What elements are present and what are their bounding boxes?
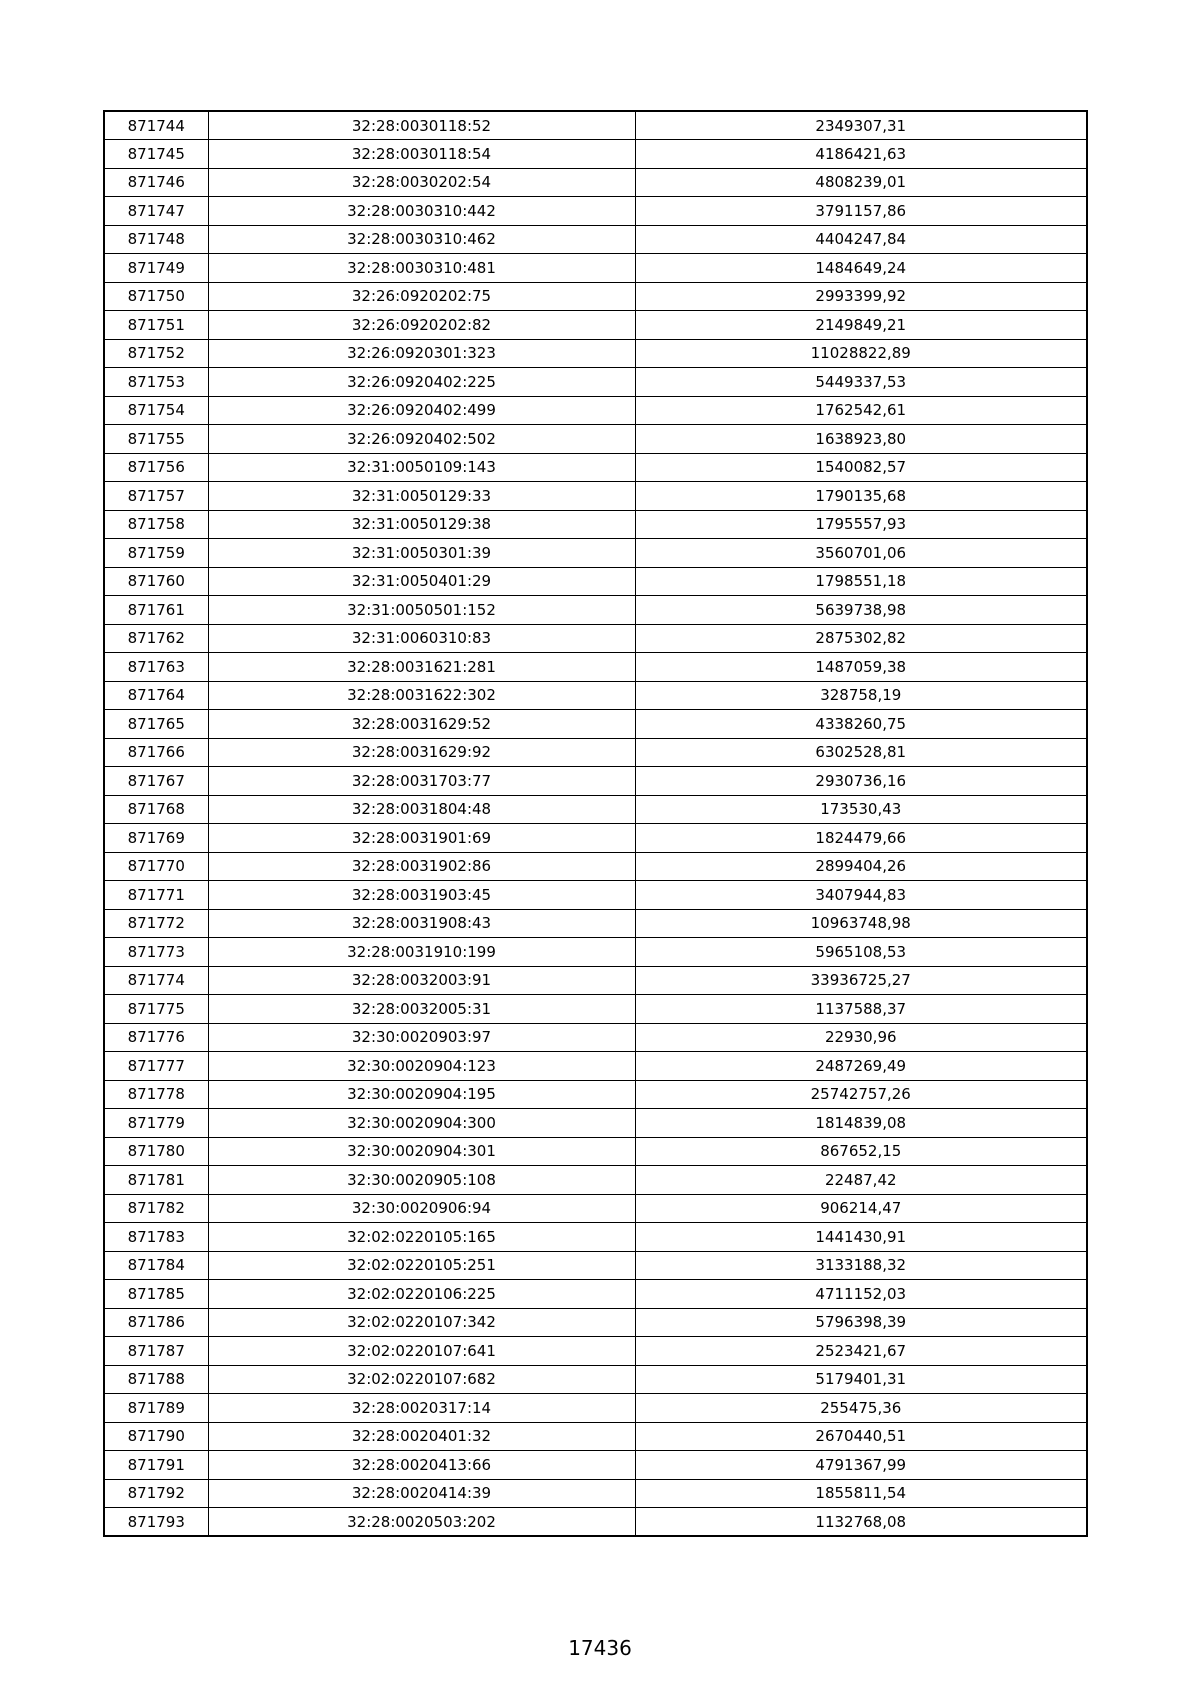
table-row: [104, 1280, 1087, 1309]
value-cell: 1441430,91: [635, 1223, 1087, 1252]
value-cell: 3560701,06: [635, 539, 1087, 568]
table-body: [104, 111, 1087, 1536]
cadastral-number-cell: 32:28:0032003:91: [208, 966, 635, 995]
cadastral-number-cell: 32:31:0050129:38: [208, 510, 635, 539]
row-number-cell: 871778: [104, 1080, 208, 1109]
cadastral-number-cell: 32:31:0050501:152: [208, 596, 635, 625]
value-cell: 4711152,03: [635, 1280, 1087, 1309]
cadastral-number-cell: 32:31:0050129:33: [208, 482, 635, 511]
value-cell: 906214,47: [635, 1194, 1087, 1223]
cadastral-number-cell: 32:28:0020401:32: [208, 1422, 635, 1451]
table-row: [104, 624, 1087, 653]
value-cell: 5796398,39: [635, 1308, 1087, 1337]
value-cell: 1814839,08: [635, 1109, 1087, 1138]
value-cell: 6302528,81: [635, 738, 1087, 767]
table-row: [104, 909, 1087, 938]
cadastral-number-cell: 32:31:0050109:143: [208, 453, 635, 482]
row-number-cell: 871754: [104, 396, 208, 425]
table-row: [104, 1308, 1087, 1337]
row-number-cell: 871768: [104, 795, 208, 824]
table-row: [104, 1508, 1087, 1537]
cadastral-number-cell: 32:28:0030310:462: [208, 225, 635, 254]
value-cell: 1762542,61: [635, 396, 1087, 425]
table-row: [104, 197, 1087, 226]
value-cell: 1487059,38: [635, 653, 1087, 682]
cadastral-number-cell: 32:31:0050301:39: [208, 539, 635, 568]
value-cell: 5449337,53: [635, 368, 1087, 397]
value-cell: 2899404,26: [635, 852, 1087, 881]
value-cell: 10963748,98: [635, 909, 1087, 938]
table-row: [104, 368, 1087, 397]
row-number-cell: 871747: [104, 197, 208, 226]
row-number-cell: 871792: [104, 1479, 208, 1508]
row-number-cell: 871745: [104, 140, 208, 169]
value-cell: 255475,36: [635, 1394, 1087, 1423]
value-cell: 33936725,27: [635, 966, 1087, 995]
row-number-cell: 871784: [104, 1251, 208, 1280]
cadastral-number-cell: 32:30:0020904:195: [208, 1080, 635, 1109]
value-cell: 2487269,49: [635, 1052, 1087, 1081]
table-row: [104, 282, 1087, 311]
cadastral-number-cell: 32:26:0920402:502: [208, 425, 635, 454]
value-cell: 2930736,16: [635, 767, 1087, 796]
row-number-cell: 871755: [104, 425, 208, 454]
cadastral-number-cell: 32:28:0020503:202: [208, 1508, 635, 1537]
cadastral-number-cell: 32:26:0920202:82: [208, 311, 635, 340]
table-row: [104, 738, 1087, 767]
row-number-cell: 871773: [104, 938, 208, 967]
cadastral-number-cell: 32:02:0220106:225: [208, 1280, 635, 1309]
value-cell: 1824479,66: [635, 824, 1087, 853]
table-row: [104, 111, 1087, 140]
cadastral-number-cell: 32:28:0030118:54: [208, 140, 635, 169]
row-number-cell: 871750: [104, 282, 208, 311]
value-cell: 25742757,26: [635, 1080, 1087, 1109]
cadastral-number-cell: 32:26:0920402:225: [208, 368, 635, 397]
table-row: [104, 1479, 1087, 1508]
page-number: 17436: [568, 1636, 632, 1660]
value-cell: 2349307,31: [635, 111, 1087, 140]
value-cell: 173530,43: [635, 795, 1087, 824]
cadastral-number-cell: 32:30:0020906:94: [208, 1194, 635, 1223]
value-cell: 2993399,92: [635, 282, 1087, 311]
table-row: [104, 1137, 1087, 1166]
row-number-cell: 871760: [104, 567, 208, 596]
cadastral-number-cell: 32:02:0220107:641: [208, 1337, 635, 1366]
row-number-cell: 871783: [104, 1223, 208, 1252]
row-number-cell: 871790: [104, 1422, 208, 1451]
row-number-cell: 871764: [104, 681, 208, 710]
table-row: [104, 795, 1087, 824]
row-number-cell: 871776: [104, 1023, 208, 1052]
table-row: [104, 1052, 1087, 1081]
table-row: [104, 653, 1087, 682]
table-row: [104, 995, 1087, 1024]
row-number-cell: 871785: [104, 1280, 208, 1309]
value-cell: 1855811,54: [635, 1479, 1087, 1508]
table-row: [104, 1251, 1087, 1280]
table-row: [104, 1080, 1087, 1109]
value-cell: 3133188,32: [635, 1251, 1087, 1280]
cadastral-number-cell: 32:28:0020317:14: [208, 1394, 635, 1423]
table-row: [104, 1422, 1087, 1451]
table-row: [104, 1337, 1087, 1366]
row-number-cell: 871746: [104, 168, 208, 197]
row-number-cell: 871753: [104, 368, 208, 397]
row-number-cell: 871766: [104, 738, 208, 767]
value-cell: 4808239,01: [635, 168, 1087, 197]
table-row: [104, 539, 1087, 568]
value-cell: 4404247,84: [635, 225, 1087, 254]
table-row: [104, 852, 1087, 881]
value-cell: 2523421,67: [635, 1337, 1087, 1366]
cadastral-number-cell: 32:28:0020414:39: [208, 1479, 635, 1508]
row-number-cell: 871793: [104, 1508, 208, 1537]
value-cell: 1638923,80: [635, 425, 1087, 454]
table-row: [104, 510, 1087, 539]
cadastral-number-cell: 32:28:0031622:302: [208, 681, 635, 710]
row-number-cell: 871748: [104, 225, 208, 254]
value-cell: 3407944,83: [635, 881, 1087, 910]
row-number-cell: 871752: [104, 339, 208, 368]
value-cell: 2670440,51: [635, 1422, 1087, 1451]
cadastral-number-cell: 32:26:0920202:75: [208, 282, 635, 311]
row-number-cell: 871786: [104, 1308, 208, 1337]
cadastral-number-cell: 32:28:0030310:481: [208, 254, 635, 283]
row-number-cell: 871744: [104, 111, 208, 140]
cadastral-number-cell: 32:28:0031908:43: [208, 909, 635, 938]
cadastral-number-cell: 32:31:0060310:83: [208, 624, 635, 653]
table-row: [104, 824, 1087, 853]
cadastral-number-cell: 32:26:0920402:499: [208, 396, 635, 425]
row-number-cell: 871779: [104, 1109, 208, 1138]
row-number-cell: 871758: [104, 510, 208, 539]
cadastral-number-cell: 32:28:0031629:52: [208, 710, 635, 739]
table-row: [104, 1223, 1087, 1252]
table-row: [104, 1365, 1087, 1394]
value-cell: 1798551,18: [635, 567, 1087, 596]
cadastral-number-cell: 32:28:0030310:442: [208, 197, 635, 226]
value-cell: 5639738,98: [635, 596, 1087, 625]
table-row: [104, 1109, 1087, 1138]
table-row: [104, 710, 1087, 739]
cadastral-number-cell: 32:28:0031903:45: [208, 881, 635, 910]
cadastral-number-cell: 32:26:0920301:323: [208, 339, 635, 368]
table-row: [104, 396, 1087, 425]
cadastral-number-cell: 32:28:0031703:77: [208, 767, 635, 796]
value-cell: 2149849,21: [635, 311, 1087, 340]
cadastral-number-cell: 32:28:0030118:52: [208, 111, 635, 140]
row-number-cell: 871767: [104, 767, 208, 796]
row-number-cell: 871756: [104, 453, 208, 482]
cadastral-number-cell: 32:28:0031910:199: [208, 938, 635, 967]
value-cell: 22487,42: [635, 1166, 1087, 1195]
row-number-cell: 871788: [104, 1365, 208, 1394]
cadastral-value-table: [103, 110, 1088, 1537]
value-cell: 5965108,53: [635, 938, 1087, 967]
value-cell: 4791367,99: [635, 1451, 1087, 1480]
cadastral-number-cell: 32:02:0220107:342: [208, 1308, 635, 1337]
value-cell: 1790135,68: [635, 482, 1087, 511]
cadastral-number-cell: 32:30:0020905:108: [208, 1166, 635, 1195]
cadastral-number-cell: 32:28:0030202:54: [208, 168, 635, 197]
row-number-cell: 871757: [104, 482, 208, 511]
cadastral-number-cell: 32:30:0020903:97: [208, 1023, 635, 1052]
row-number-cell: 871777: [104, 1052, 208, 1081]
cadastral-number-cell: 32:30:0020904:123: [208, 1052, 635, 1081]
table-row: [104, 767, 1087, 796]
row-number-cell: 871749: [104, 254, 208, 283]
row-number-cell: 871751: [104, 311, 208, 340]
row-number-cell: 871787: [104, 1337, 208, 1366]
row-number-cell: 871763: [104, 653, 208, 682]
table-row: [104, 339, 1087, 368]
row-number-cell: 871771: [104, 881, 208, 910]
table-row: [104, 966, 1087, 995]
row-number-cell: 871789: [104, 1394, 208, 1423]
value-cell: 1540082,57: [635, 453, 1087, 482]
table-row: [104, 1194, 1087, 1223]
row-number-cell: 871791: [104, 1451, 208, 1480]
table-row: [104, 311, 1087, 340]
table-row: [104, 938, 1087, 967]
table-row: [104, 425, 1087, 454]
value-cell: 22930,96: [635, 1023, 1087, 1052]
table-row: [104, 140, 1087, 169]
table-row: [104, 567, 1087, 596]
cadastral-number-cell: 32:28:0031901:69: [208, 824, 635, 853]
value-cell: 1484649,24: [635, 254, 1087, 283]
row-number-cell: 871780: [104, 1137, 208, 1166]
cadastral-number-cell: 32:02:0220105:165: [208, 1223, 635, 1252]
row-number-cell: 871765: [104, 710, 208, 739]
table-row: [104, 1451, 1087, 1480]
table-row: [104, 1023, 1087, 1052]
value-cell: 328758,19: [635, 681, 1087, 710]
row-number-cell: 871770: [104, 852, 208, 881]
table-row: [104, 453, 1087, 482]
value-cell: 3791157,86: [635, 197, 1087, 226]
table-row: [104, 225, 1087, 254]
row-number-cell: 871769: [104, 824, 208, 853]
table-row: [104, 596, 1087, 625]
row-number-cell: 871762: [104, 624, 208, 653]
cadastral-number-cell: 32:31:0050401:29: [208, 567, 635, 596]
table-row: [104, 1166, 1087, 1195]
value-cell: 5179401,31: [635, 1365, 1087, 1394]
table-row: [104, 681, 1087, 710]
table-row: [104, 254, 1087, 283]
value-cell: 11028822,89: [635, 339, 1087, 368]
cadastral-number-cell: 32:30:0020904:300: [208, 1109, 635, 1138]
cadastral-number-cell: 32:28:0020413:66: [208, 1451, 635, 1480]
value-cell: 4186421,63: [635, 140, 1087, 169]
table-row: [104, 482, 1087, 511]
cadastral-number-cell: 32:02:0220105:251: [208, 1251, 635, 1280]
row-number-cell: 871772: [104, 909, 208, 938]
value-cell: 1137588,37: [635, 995, 1087, 1024]
value-cell: 2875302,82: [635, 624, 1087, 653]
row-number-cell: 871774: [104, 966, 208, 995]
value-cell: 4338260,75: [635, 710, 1087, 739]
cadastral-number-cell: 32:30:0020904:301: [208, 1137, 635, 1166]
table-row: [104, 881, 1087, 910]
cadastral-number-cell: 32:28:0031902:86: [208, 852, 635, 881]
row-number-cell: 871761: [104, 596, 208, 625]
cadastral-number-cell: 32:28:0031804:48: [208, 795, 635, 824]
row-number-cell: 871782: [104, 1194, 208, 1223]
table-row: [104, 168, 1087, 197]
value-cell: 867652,15: [635, 1137, 1087, 1166]
cadastral-number-cell: 32:02:0220107:682: [208, 1365, 635, 1394]
cadastral-number-cell: 32:28:0032005:31: [208, 995, 635, 1024]
table-row: [104, 1394, 1087, 1423]
cadastral-number-cell: 32:28:0031629:92: [208, 738, 635, 767]
value-cell: 1132768,08: [635, 1508, 1087, 1537]
row-number-cell: 871775: [104, 995, 208, 1024]
value-cell: 1795557,93: [635, 510, 1087, 539]
cadastral-number-cell: 32:28:0031621:281: [208, 653, 635, 682]
row-number-cell: 871781: [104, 1166, 208, 1195]
row-number-cell: 871759: [104, 539, 208, 568]
